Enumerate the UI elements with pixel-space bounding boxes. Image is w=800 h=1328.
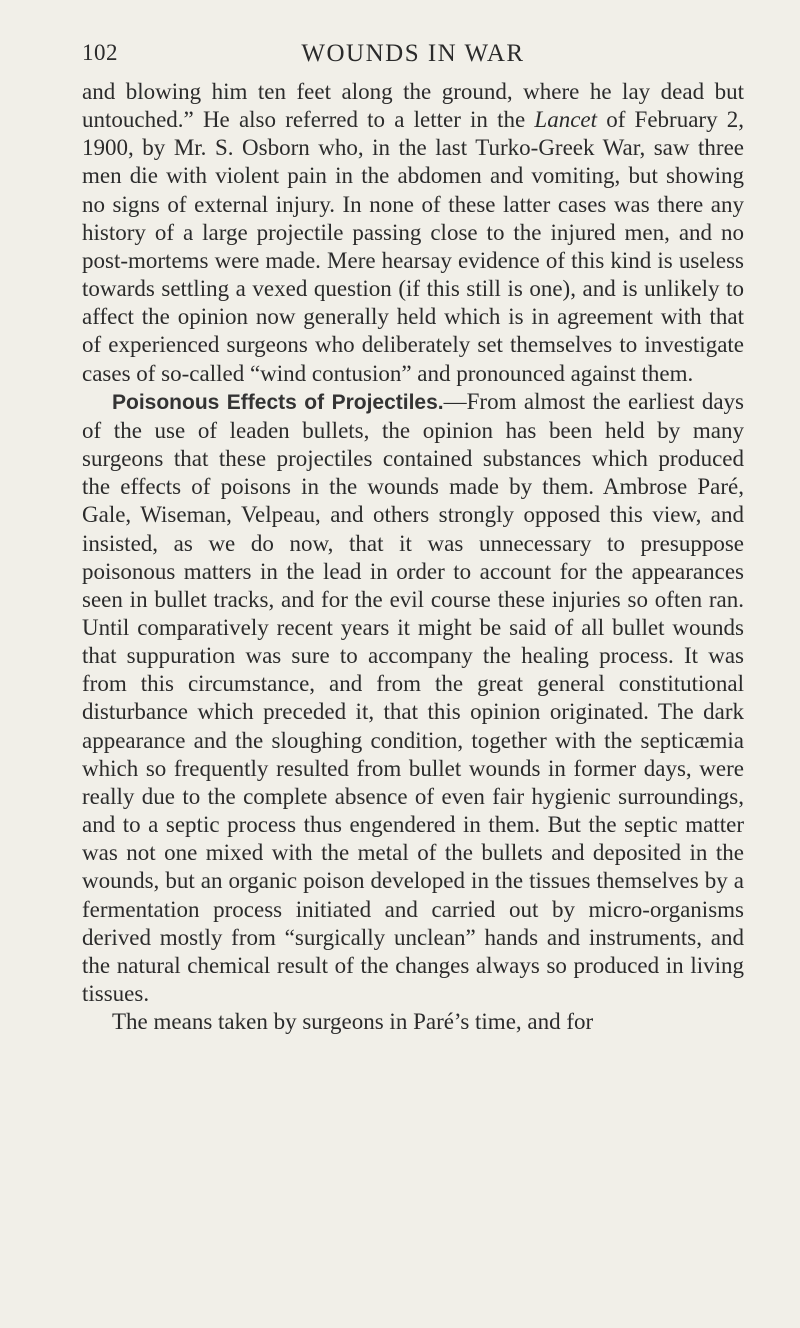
- paragraph-text: and blowing him ten feet along the ground, where he lay dead but untouched.” He also referred to a letter in the: [82, 79, 744, 133]
- paragraph-poisonous-effects: [82, 388, 744, 1008]
- body-text: [82, 78, 744, 1036]
- page-header: [82, 40, 744, 74]
- paragraph-continuation: [82, 78, 744, 388]
- paragraph-means-taken: [82, 1008, 744, 1036]
- running-head: WOUNDS IN WAR: [301, 40, 525, 67]
- section-run-in-heading: Poisonous Effects of Projectiles.: [112, 390, 444, 414]
- paragraph-text: —From almost the earliest days of the use of leaden bullets, the opinion has been held by many surgeons that these projectiles contained substances which produced the effects of poisons in the wounds made by them. Ambrose Paré, Gale, Wiseman, Velpeau, and others strongly opposed this view, and insisted, as we do now, that it was unnecessary to presuppose poisonous matters in the lead in order to account for the appearances seen in bullet tracks, and for the evil course these injuries so often ran. Until comparatively recent years it might be said of all bullet wounds that suppuration was sure to accompany the healing process. It was from this circumstance, and from the great general constitutional disturbance which preceded it, that this opinion originated. The dark appearance and the sloughing condition, together with the septicæmia which so frequently resulted from bullet wounds in former days, were really due to the complete absence of even fair hygienic surroundings, and to a septic process thus engendered in them. But the septic matter was not one mixed with the metal of the bullets and deposited in the wounds, but an organic poison developed in the tissues themselves by a fermentation process initiated and carried out by micro-organisms derived mostly from “surgically unclean” hands and instruments, and the natural chemical result of the changes always so produced in living tissues.: [82, 388, 744, 1006]
- paragraph-text: of February 2, 1900, by Mr. S. Osborn who, in the last Turko-Greek War, saw three men die with violent pain in the abdomen and vomiting, but showing no signs of external injury. In none of these latter cases was there any history of a large projectile passing close to the injured men, and no post-mortems were made. Mere hearsay evidence of this kind is useless towards settling a vexed question (if this still is one), and is unlikely to affect the opinion now generally held which is in agreement with that of experienced surgeons who deliberately set themselves to investigate cases of so-called “wind contusion” and pronounced against them.: [82, 107, 745, 386]
- page-number: 102: [82, 40, 118, 65]
- paragraph-text: The means taken by surgeons in Paré’s time, and for: [112, 1009, 594, 1035]
- journal-title: Lancet: [534, 107, 598, 133]
